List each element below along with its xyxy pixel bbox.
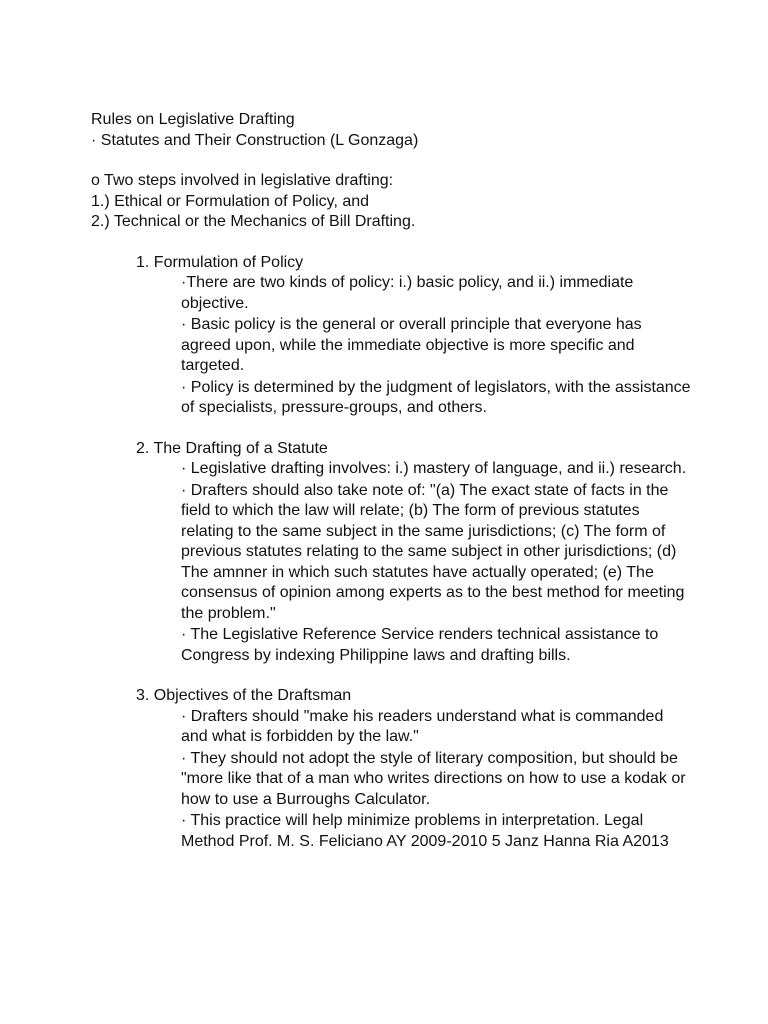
spacer [91, 233, 691, 253]
document-source: · Statutes and Their Construction (L Gonzaga) [91, 131, 419, 149]
spacer [91, 151, 691, 171]
section-heading: 2. The Drafting of a Statute [136, 439, 328, 457]
spacer [91, 419, 691, 439]
steps-intro: o Two steps involved in legislative drafting: [91, 172, 394, 189]
section-drafting-of-statute [136, 439, 691, 667]
section-formulation-of-policy [136, 253, 691, 419]
section-paragraph: · Drafters should "make his readers understand what is commanded and what is forbidden by the law." [181, 707, 664, 745]
section-paragraph: · Basic policy is the general or overall principle that everyone has agreed upon, while the immediate objective is more specific and targeted. [181, 316, 642, 374]
section-paragraph: · The Legislative Reference Service renders technical assistance to Congress by indexing Philippine laws and drafting bills. [181, 626, 659, 664]
document-body [91, 110, 691, 852]
document-title: Rules on Legislative Drafting [91, 111, 295, 128]
section-paragraph: · They should not adopt the style of literary composition, but should be "more like that of a man who writes directions on how to use a kodak or how to use a Burroughs Calculator. [181, 749, 686, 808]
section-paragraph: ·There are two kinds of policy: i.) basic policy, and ii.) immediate objective. [181, 274, 634, 312]
section-heading: 3. Objectives of the Draftsman [136, 687, 352, 704]
section-paragraph: · Drafters should also take note of: "(a) The exact state of facts in the field to which the law will relate; (b) The form of previous statutes relating to the same subject in the same jurisdictions; (c) The form of previous statutes relating to the same subject in other jurisdictions; (d) The amnner in which such statutes have actually operated; (e) The consensus of opinion among experts as to the best method for meeting the problem." [181, 481, 685, 622]
section-paragraph: · Legislative drafting involves: i.) mastery of language, and ii.) research. [181, 460, 687, 477]
step-item: 1.) Ethical or Formulation of Policy, and [91, 192, 370, 210]
section-paragraph: · Policy is determined by the judgment of legislators, with the assistance of specialists, pressure-groups, and others. [181, 378, 691, 416]
section-objectives-of-draftsman [136, 686, 691, 852]
section-paragraph: · This practice will help minimize problems in interpretation. Legal Method Prof. M. S. Feliciano AY 2009-2010 5 Janz Hanna Ria A2013 [181, 812, 669, 850]
section-heading: 1. Formulation of Policy [136, 253, 304, 271]
spacer [91, 666, 691, 686]
step-item: 2.) Technical or the Mechanics of Bill Drafting. [91, 213, 416, 230]
